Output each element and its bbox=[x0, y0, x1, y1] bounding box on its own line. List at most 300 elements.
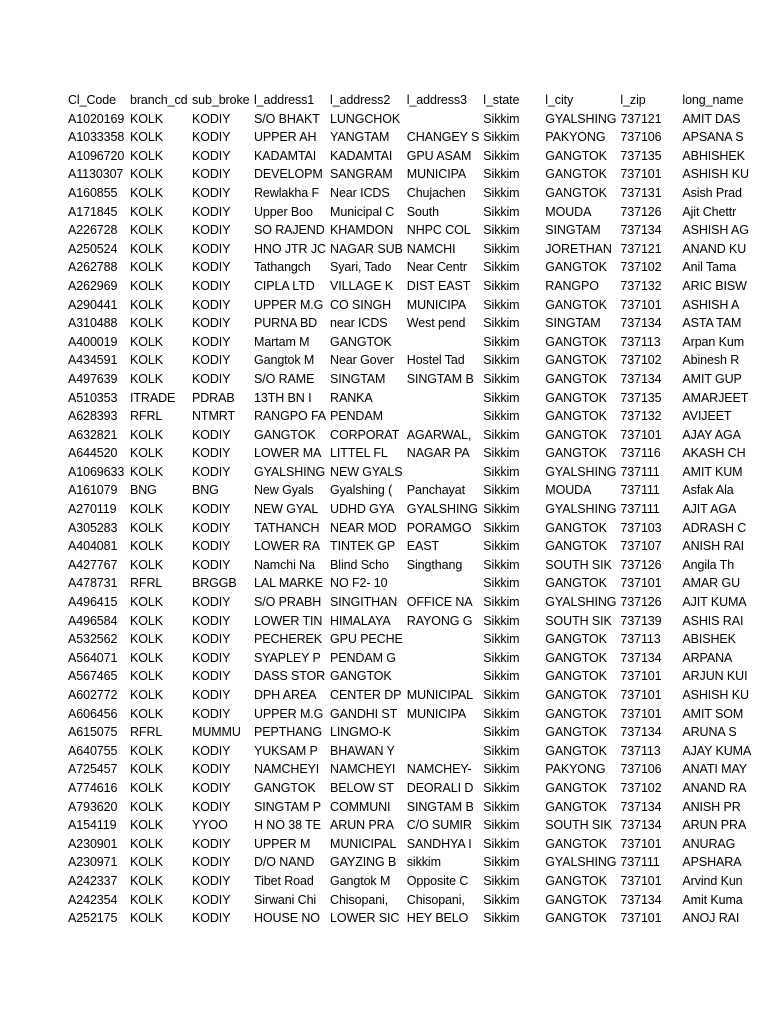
table-cell: UPPER M.G bbox=[254, 706, 324, 721]
table-cell: Tathangch bbox=[254, 260, 311, 275]
table-cell: A497639 bbox=[68, 371, 118, 386]
table-cell: KOLK bbox=[130, 539, 163, 554]
table-cell: SO RAJEND bbox=[254, 223, 325, 238]
table-cell: Arvind Kun bbox=[682, 873, 743, 888]
table-cell: Sikkim bbox=[483, 520, 520, 535]
table-cell: Sikkim bbox=[483, 278, 520, 293]
table-cell: GANGTOK bbox=[545, 371, 607, 386]
table-cell: GANGTOK bbox=[545, 409, 607, 424]
table-cell: GANGTOK bbox=[545, 260, 607, 275]
table-cell: ARIC BISW bbox=[682, 278, 747, 293]
table-cell: GANGTOK bbox=[330, 334, 392, 349]
table-cell: Sirwani Chi bbox=[254, 892, 317, 907]
table-cell: KOLK bbox=[130, 278, 163, 293]
table-cell: KOLK bbox=[130, 130, 163, 145]
table-cell: Sikkim bbox=[483, 502, 520, 517]
table-cell: 737121 bbox=[620, 241, 662, 256]
table-cell: KODIY bbox=[192, 204, 231, 219]
table-cell: Gangtok M bbox=[330, 873, 391, 888]
table-row bbox=[64, 835, 754, 854]
table-cell: YANGTAM bbox=[330, 130, 390, 145]
table-cell: South bbox=[406, 204, 439, 219]
table-cell: 737134 bbox=[620, 223, 662, 238]
table-cell: Sikkim bbox=[483, 334, 520, 349]
table-cell: A532562 bbox=[68, 632, 118, 647]
table-cell: ASHISH A bbox=[682, 297, 740, 312]
table-cell: Sikkim bbox=[483, 706, 520, 721]
table-row bbox=[64, 481, 754, 500]
table-cell: KOLK bbox=[130, 241, 163, 256]
table-cell: ANURAG bbox=[682, 836, 736, 851]
table-cell: KADAMTAI bbox=[254, 148, 317, 163]
table-row bbox=[64, 463, 754, 482]
table-cell: NAMCHEYI bbox=[254, 762, 320, 777]
table-cell bbox=[403, 723, 480, 742]
table-cell: Asfak Ala bbox=[682, 483, 734, 498]
table-cell: KOLK bbox=[130, 873, 163, 888]
table-cell: MUNICIPA bbox=[406, 706, 467, 721]
table-cell: GANGTOK bbox=[545, 706, 607, 721]
table-cell: 737132 bbox=[620, 409, 662, 424]
table-cell: GPU PECHE bbox=[330, 632, 403, 647]
table-cell: KODIY bbox=[192, 799, 231, 814]
table-row bbox=[64, 798, 754, 817]
table-cell: A242354 bbox=[68, 892, 118, 907]
table-cell: NEAR MOD bbox=[330, 520, 397, 535]
table-cell: A230901 bbox=[68, 836, 118, 851]
table-row bbox=[64, 909, 754, 928]
table-cell: LAL MARKE bbox=[254, 576, 323, 591]
table-cell: Sikkim bbox=[483, 204, 520, 219]
table-cell: ANAND KU bbox=[682, 241, 747, 256]
table-cell: DIST EAST bbox=[406, 278, 471, 293]
table-cell: KOLK bbox=[130, 167, 163, 182]
table-cell: GYALSHING bbox=[254, 464, 326, 479]
table-row bbox=[64, 147, 754, 166]
table-cell: HIMALAYA bbox=[330, 613, 391, 628]
table-cell: 737116 bbox=[620, 446, 661, 461]
table-cell: MUNICIPAL bbox=[406, 688, 474, 702]
table-cell: KOLK bbox=[130, 464, 163, 479]
table-cell: 737134 bbox=[620, 316, 662, 331]
table-cell: GANGTOK bbox=[545, 799, 607, 814]
table-cell: A252175 bbox=[68, 911, 118, 926]
table-cell: PDRAB bbox=[192, 390, 235, 405]
table-cell: Abinesh R bbox=[682, 353, 740, 368]
table-cell: A427767 bbox=[68, 557, 118, 572]
table-cell: A262969 bbox=[68, 278, 118, 293]
table-cell: Blind Scho bbox=[330, 557, 389, 572]
table-cell: Sikkim bbox=[483, 390, 520, 405]
table-cell: EAST bbox=[406, 539, 440, 554]
table-cell: Singthang bbox=[406, 557, 463, 572]
table-cell: A1096720 bbox=[68, 148, 125, 163]
table-cell: CIPLA LTD bbox=[254, 278, 315, 293]
table-row bbox=[64, 184, 754, 203]
table-cell: KODIY bbox=[192, 855, 231, 870]
table-cell: Ajit Chettr bbox=[682, 204, 737, 219]
table-cell: A640755 bbox=[68, 743, 118, 758]
table-cell: A606456 bbox=[68, 706, 118, 721]
table-cell: KOLK bbox=[130, 632, 163, 647]
table-cell: Sikkim bbox=[483, 148, 520, 163]
table-row bbox=[64, 333, 754, 352]
table-cell: 737102 bbox=[620, 353, 662, 368]
table-cell: Sikkim bbox=[483, 595, 520, 610]
table-cell: ABISHEK bbox=[682, 632, 736, 647]
table-cell: UPPER AH bbox=[254, 130, 317, 145]
table-cell: Sikkim bbox=[483, 818, 520, 833]
table-cell: 737134 bbox=[620, 799, 662, 814]
table-cell: ARPANA bbox=[682, 650, 733, 665]
table-cell: Sikkim bbox=[483, 780, 520, 795]
table-cell: KODIY bbox=[192, 316, 231, 331]
table-cell: KODIY bbox=[192, 669, 231, 684]
table-cell: 737126 bbox=[620, 595, 662, 610]
table-cell: SOUTH SIK bbox=[545, 613, 612, 628]
table-cell: Sikkim bbox=[483, 371, 520, 386]
table-cell: Syari, Tado bbox=[330, 260, 392, 275]
table-cell: KODIY bbox=[192, 130, 231, 145]
table-cell: 737111 bbox=[620, 855, 660, 870]
table-cell: RANGPO FA bbox=[254, 409, 327, 424]
table-cell: ARUN PRA bbox=[682, 818, 747, 833]
table-cell: Chisopani, bbox=[406, 892, 465, 907]
table-cell: KODIY bbox=[192, 446, 231, 461]
table-cell: KOLK bbox=[130, 427, 163, 442]
table-cell: 737106 bbox=[620, 130, 662, 145]
table-cell: KOLK bbox=[130, 855, 163, 870]
table-cell: A774616 bbox=[68, 780, 118, 795]
table-cell bbox=[403, 667, 480, 686]
table-cell: KOLK bbox=[130, 780, 163, 795]
table-cell: KOLK bbox=[130, 353, 163, 368]
table-cell: Chujachen bbox=[406, 185, 466, 200]
column-header: l_zip bbox=[620, 93, 646, 107]
table-cell: DPH AREA bbox=[254, 688, 317, 702]
table-cell: Sikkim bbox=[483, 483, 520, 498]
table-cell: KOLK bbox=[130, 818, 163, 833]
table-cell: Arpan Kum bbox=[682, 334, 745, 349]
table-cell: KOLK bbox=[130, 260, 163, 275]
table-cell: NAGAR PA bbox=[406, 446, 470, 461]
table-cell: KODIY bbox=[192, 632, 231, 647]
table-cell: AGARWAL, bbox=[406, 427, 472, 442]
table-cell: Panchayat bbox=[406, 483, 465, 498]
table-cell: A564071 bbox=[68, 650, 118, 665]
table-cell: 737101 bbox=[620, 688, 662, 702]
table-cell: KODIY bbox=[192, 911, 231, 926]
table-cell: DEVELOPM bbox=[254, 167, 323, 182]
table-cell: SANDHYA I bbox=[406, 836, 472, 851]
table-cell: West pend bbox=[406, 316, 466, 331]
table-cell: KOLK bbox=[130, 688, 163, 702]
table-cell: KOLK bbox=[130, 669, 163, 684]
table-row bbox=[64, 519, 754, 538]
table-cell: near ICDS bbox=[330, 316, 388, 331]
table-cell: AKASH CH bbox=[682, 446, 746, 461]
table-cell: GANGTOK bbox=[545, 167, 607, 182]
table-cell: BNG bbox=[192, 483, 219, 498]
table-cell: C/O SUMIR bbox=[406, 818, 472, 833]
table-cell: GANDHI ST bbox=[330, 706, 398, 721]
table-cell: A1069633 bbox=[68, 464, 125, 479]
table-cell: GYALSHING bbox=[545, 855, 617, 870]
table-cell: GANGTOK bbox=[545, 911, 607, 926]
table-cell: PENDAM bbox=[330, 409, 383, 424]
table-cell: GANGTOK bbox=[545, 185, 607, 200]
table-cell: S/O PRABH bbox=[254, 595, 322, 610]
client-table bbox=[64, 91, 754, 928]
table-cell: ANISH PR bbox=[682, 799, 741, 814]
table-cell: Sikkim bbox=[483, 669, 520, 684]
table-cell: Sikkim bbox=[483, 427, 520, 442]
table-cell: NEW GYALS bbox=[330, 464, 403, 479]
table-cell: TINTEK GP bbox=[330, 539, 396, 554]
table-cell: A644520 bbox=[68, 446, 118, 461]
table-cell: LOWER RA bbox=[254, 539, 320, 554]
table-cell: A270119 bbox=[68, 502, 117, 517]
table-cell: Sikkim bbox=[483, 539, 520, 554]
table-cell: KODIY bbox=[192, 278, 231, 293]
table-cell: NTMRT bbox=[192, 409, 236, 424]
table-cell: 737107 bbox=[620, 539, 662, 554]
table-cell: KODIY bbox=[192, 241, 231, 256]
table-cell: 737111 bbox=[620, 464, 660, 479]
table-cell: GYALSHING bbox=[545, 111, 617, 126]
table-cell: APSHARA bbox=[682, 855, 742, 870]
table-cell: Sikkim bbox=[483, 464, 520, 479]
table-row bbox=[64, 872, 754, 891]
table-cell: ARJUN KUI bbox=[682, 669, 748, 684]
table-cell: LOWER TIN bbox=[254, 613, 323, 628]
table-cell: NHPC COL bbox=[406, 223, 471, 238]
table-cell: SINGTAM bbox=[545, 223, 601, 238]
table-cell: Sikkim bbox=[483, 743, 520, 758]
table-cell: RFRL bbox=[130, 576, 163, 591]
table-cell: KOLK bbox=[130, 148, 163, 163]
table-cell: A404081 bbox=[68, 539, 118, 554]
table-cell: PURNA BD bbox=[254, 316, 318, 331]
table-cell: GANGTOK bbox=[545, 836, 607, 851]
table-cell: 737101 bbox=[620, 669, 662, 684]
table-row bbox=[64, 128, 754, 147]
table-row bbox=[64, 612, 754, 631]
table-cell: KOLK bbox=[130, 204, 163, 219]
table-cell: Sikkim bbox=[483, 873, 520, 888]
table-cell: ADRASH C bbox=[682, 520, 747, 535]
table-cell: Sikkim bbox=[483, 762, 520, 777]
table-cell: HEY BELO bbox=[406, 911, 469, 926]
table-cell: CHANGEY S bbox=[406, 130, 480, 145]
table-row bbox=[64, 351, 754, 370]
table-cell: Sikkim bbox=[483, 632, 520, 647]
table-row bbox=[64, 686, 754, 705]
table-cell: Sikkim bbox=[483, 446, 520, 461]
table-cell: Sikkim bbox=[483, 353, 520, 368]
table-cell: KOLK bbox=[130, 223, 163, 238]
table-cell: Upper Boo bbox=[254, 204, 313, 219]
table-cell: 737135 bbox=[620, 148, 662, 163]
table-cell: SINGTAM bbox=[330, 371, 386, 386]
table-cell: KODIY bbox=[192, 464, 231, 479]
table-cell: GANGTOK bbox=[545, 297, 607, 312]
table-cell: AJIT AGA bbox=[682, 502, 737, 517]
table-cell: Near Centr bbox=[406, 260, 467, 275]
table-cell: GANGTOK bbox=[330, 669, 392, 684]
table-cell: 737134 bbox=[620, 725, 662, 740]
table-row bbox=[64, 556, 754, 575]
table-row bbox=[64, 853, 754, 872]
table-cell: GANGTOK bbox=[545, 539, 607, 554]
table-row bbox=[64, 705, 754, 724]
table-cell: KOLK bbox=[130, 297, 163, 312]
table-cell: KOLK bbox=[130, 316, 163, 331]
table-cell: AJAY AGA bbox=[682, 427, 741, 442]
table-cell: HOUSE NO bbox=[254, 911, 320, 926]
table-cell: KODIY bbox=[192, 539, 231, 554]
table-cell: Municipal C bbox=[330, 204, 395, 219]
table-cell: YYOO bbox=[192, 818, 228, 833]
table-cell: AMIT GUP bbox=[682, 371, 742, 386]
table-cell: A510353 bbox=[68, 390, 118, 405]
table-cell: GANGTOK bbox=[545, 650, 607, 665]
table-cell: A290441 bbox=[68, 297, 118, 312]
table-row bbox=[64, 110, 754, 129]
header-row bbox=[64, 91, 754, 110]
table-cell: 737101 bbox=[620, 427, 662, 442]
table-cell: Sikkim bbox=[483, 911, 520, 926]
table-cell: CENTER DP bbox=[330, 688, 402, 702]
table-cell: MUNICIPA bbox=[406, 297, 467, 312]
table-cell: GYALSHING bbox=[545, 595, 617, 610]
table-cell: AMIT DAS bbox=[682, 111, 741, 126]
table-cell: ANATI MAY bbox=[682, 762, 748, 777]
table-cell: ARUNA S bbox=[682, 725, 737, 740]
table-cell: CO SINGH bbox=[330, 297, 392, 312]
table-cell: NO F2- 10 bbox=[330, 576, 388, 591]
table-cell: KODIY bbox=[192, 353, 231, 368]
table-cell: Sikkim bbox=[483, 688, 520, 702]
table-cell: A171845 bbox=[68, 204, 118, 219]
table-cell bbox=[403, 333, 480, 352]
table-cell: A160855 bbox=[68, 185, 118, 200]
table-cell: KODIY bbox=[192, 743, 231, 758]
table-cell: A725457 bbox=[68, 762, 118, 777]
table-cell: ASTA TAM bbox=[682, 316, 742, 331]
table-cell: KODIY bbox=[192, 111, 231, 126]
table-cell: GANGTOK bbox=[545, 725, 607, 740]
table-cell: ITRADE bbox=[130, 390, 176, 405]
table-cell: A310488 bbox=[68, 316, 118, 331]
table-row bbox=[64, 649, 754, 668]
table-cell bbox=[403, 463, 480, 482]
table-cell: JORETHAN bbox=[545, 241, 612, 256]
table-cell: NAMCHEY- bbox=[406, 762, 472, 777]
table-cell: Martam M bbox=[254, 334, 310, 349]
table-cell: KODIY bbox=[192, 650, 231, 665]
table-cell: KOLK bbox=[130, 743, 163, 758]
table-cell: BHAWAN Y bbox=[330, 743, 395, 758]
table-cell: AJIT KUMA bbox=[682, 595, 747, 610]
table-cell: PEPTHANG bbox=[254, 725, 322, 740]
table-cell: Sikkim bbox=[483, 111, 520, 126]
table-cell: GANGTOK bbox=[254, 780, 316, 795]
table-row bbox=[64, 574, 754, 593]
column-header: Cl_Code bbox=[68, 93, 116, 107]
table-cell: S/O RAME bbox=[254, 371, 315, 386]
table-cell: GYALSHING bbox=[545, 464, 617, 479]
table-cell: Sikkim bbox=[483, 836, 520, 851]
table-cell: A632821 bbox=[68, 427, 118, 442]
table-cell: A250524 bbox=[68, 241, 118, 256]
table-cell: Gangtok M bbox=[254, 353, 315, 368]
table-cell: 737103 bbox=[620, 520, 662, 535]
table-cell: MOUDA bbox=[545, 483, 592, 498]
table-cell: RANGPO bbox=[545, 278, 599, 293]
table-cell: Sikkim bbox=[483, 260, 520, 275]
table-row bbox=[64, 760, 754, 779]
table-cell: PAKYONG bbox=[545, 762, 606, 777]
table-cell: A161079 bbox=[68, 483, 118, 498]
column-header: l_state bbox=[483, 93, 520, 107]
table-cell: KODIY bbox=[192, 762, 231, 777]
table-cell: LITTEL FL bbox=[330, 446, 388, 461]
table-cell: ASHISH KU bbox=[682, 167, 749, 182]
table-row bbox=[64, 426, 754, 445]
table-cell: KODIY bbox=[192, 148, 231, 163]
table-cell: 737102 bbox=[620, 260, 662, 275]
table-cell: Sikkim bbox=[483, 185, 520, 200]
table-cell: SOUTH SIK bbox=[545, 818, 612, 833]
table-cell: KODIY bbox=[192, 185, 231, 200]
column-header: l_address3 bbox=[406, 93, 467, 107]
table-row bbox=[64, 258, 754, 277]
table-cell: 737139 bbox=[620, 613, 662, 628]
table-cell: A434591 bbox=[68, 353, 118, 368]
table-cell: Near ICDS bbox=[330, 185, 390, 200]
table-cell: KODIY bbox=[192, 502, 231, 517]
table-cell: 737134 bbox=[620, 818, 662, 833]
table-cell: SOUTH SIK bbox=[545, 557, 612, 572]
table-row bbox=[64, 407, 754, 426]
table-cell: A230971 bbox=[68, 855, 118, 870]
table-cell: 737111 bbox=[620, 483, 660, 498]
table-cell: KOLK bbox=[130, 706, 163, 721]
table-cell bbox=[403, 742, 480, 761]
table-cell: LINGMO-K bbox=[330, 725, 392, 740]
table-cell: CORPORAT bbox=[330, 427, 400, 442]
table-cell: UPPER M bbox=[254, 836, 311, 851]
table-cell: UDHD GYA bbox=[330, 502, 395, 517]
table-cell: Sikkim bbox=[483, 650, 520, 665]
table-row bbox=[64, 240, 754, 259]
table-cell: Asish Prad bbox=[682, 185, 742, 200]
table-cell: Opposite C bbox=[406, 873, 469, 888]
table-cell: UPPER M.G bbox=[254, 297, 324, 312]
table-cell: KODIY bbox=[192, 873, 231, 888]
table-cell: Sikkim bbox=[483, 130, 520, 145]
table-cell: Hostel Tad bbox=[406, 353, 465, 368]
table-cell: GANGTOK bbox=[545, 390, 607, 405]
table-cell bbox=[403, 630, 480, 649]
table-cell: MUNICIPA bbox=[406, 167, 467, 182]
table-cell: AMARJEET bbox=[682, 390, 749, 405]
table-cell: Sikkim bbox=[483, 799, 520, 814]
table-cell: DEORALI D bbox=[406, 780, 474, 795]
table-row bbox=[64, 593, 754, 612]
table-cell: Sikkim bbox=[483, 557, 520, 572]
